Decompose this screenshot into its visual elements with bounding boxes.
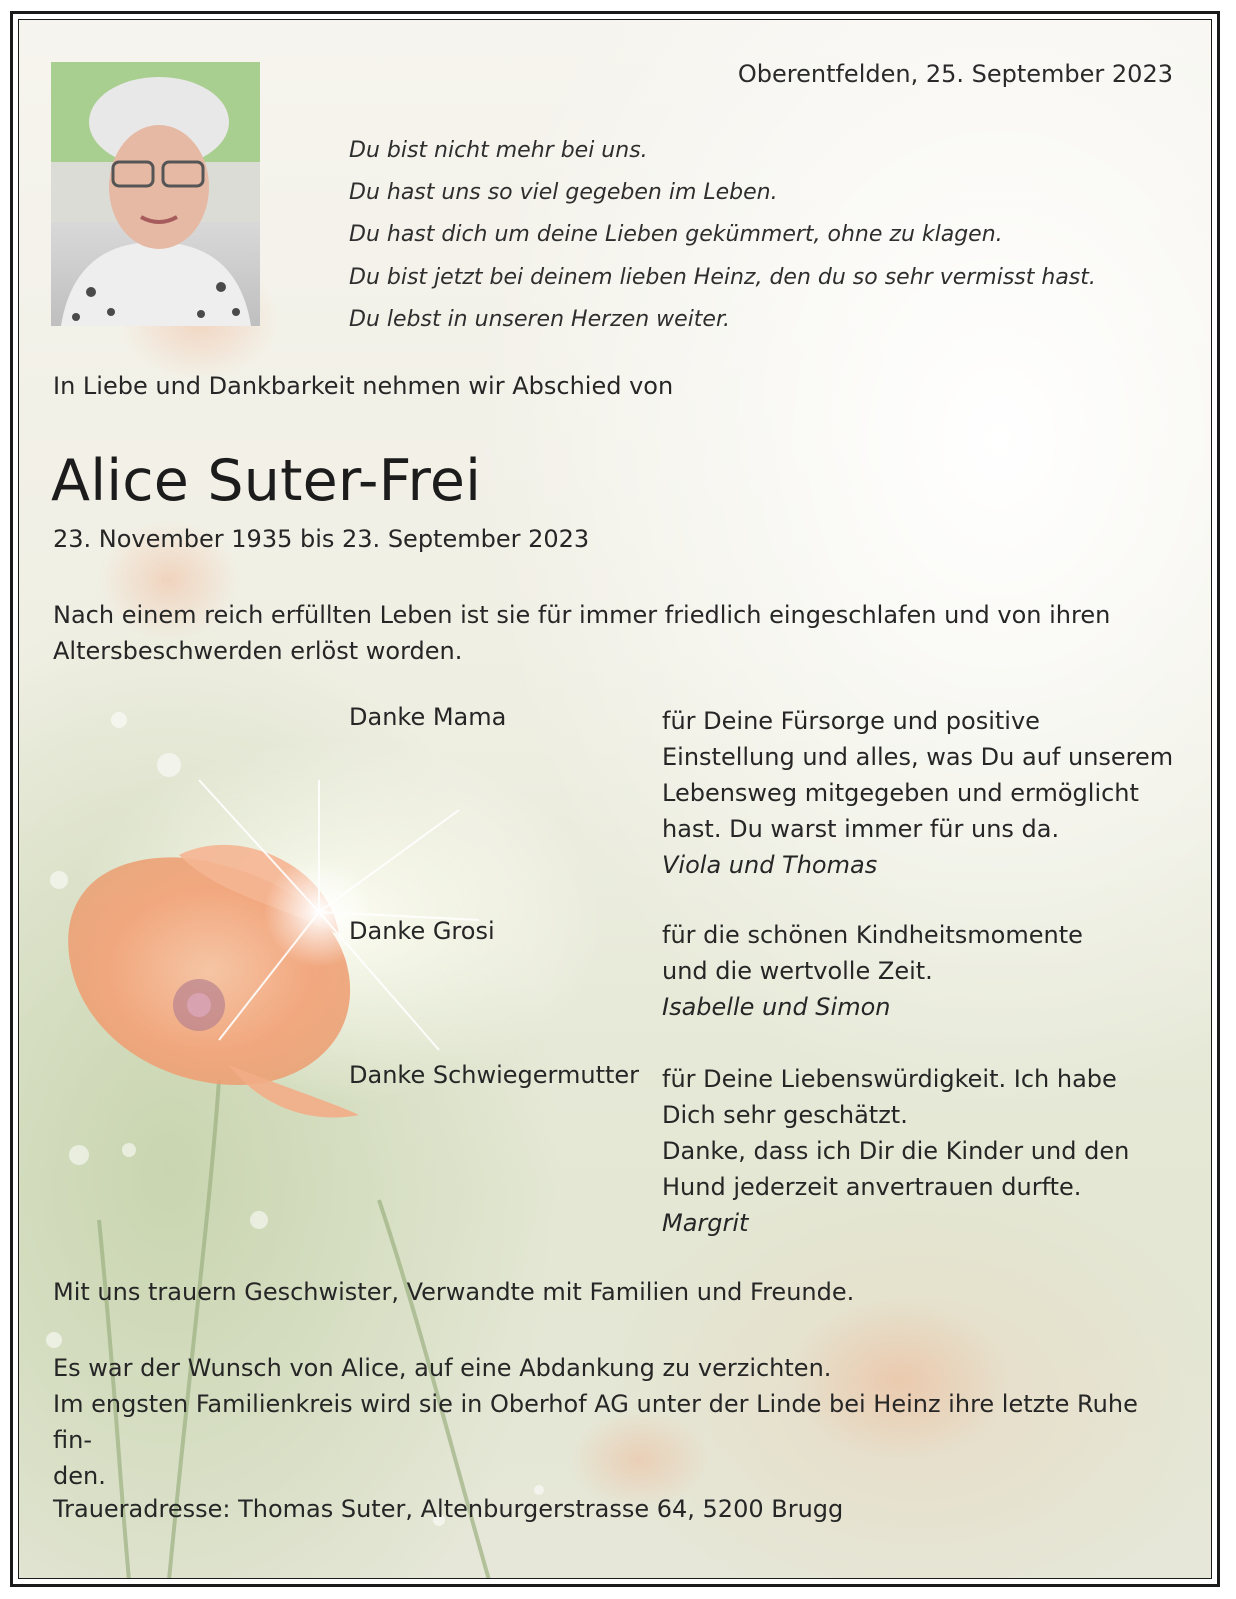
place-date: Oberentfelden, 25. September 2023 <box>737 60 1173 88</box>
paragraph-line: Altersbeschwerden erlöst worden. <box>53 637 463 665</box>
poem-line: Du hast dich um deine Lieben gekümmert, ohne zu klagen. <box>349 222 1003 248</box>
thanks-line: Lebensweg mitgegeben und ermöglicht <box>662 779 1139 807</box>
poem-line: Du lebst in unseren Herzen weiter. <box>349 306 730 332</box>
wish-line: Es war der Wunsch von Alice, auf eine Abdankung zu verzichten. <box>53 1354 832 1382</box>
poem <box>349 130 1096 341</box>
page-frame <box>10 11 1220 1587</box>
thanks-label-schwiegermutter: Danke Schwiegermutter <box>349 1061 640 1089</box>
thanks-text-grosi <box>662 917 1202 1025</box>
obituary-card <box>18 19 1212 1579</box>
thanks-line: und die wertvolle Zeit. <box>662 957 933 985</box>
poem-line: Du hast uns so viel gegeben im Leben. <box>349 180 778 206</box>
poem-line: Du bist jetzt bei deinem lieben Heinz, den du so sehr vermisst hast. <box>349 264 1096 290</box>
wish-line: den. <box>53 1462 106 1490</box>
funeral-wish <box>53 1350 1183 1494</box>
thanks-line: hast. Du warst immer für uns da. <box>662 815 1060 843</box>
thanks-line: Danke, dass ich Dir die Kinder und den <box>662 1137 1130 1165</box>
thanks-label-grosi: Danke Grosi <box>349 917 495 945</box>
thanks-signature: Isabelle und Simon <box>662 993 891 1021</box>
portrait-photo <box>51 62 260 326</box>
life-dates: 23. November 1935 bis 23. September 2023 <box>53 525 590 553</box>
thanks-signature: Margrit <box>662 1209 749 1237</box>
mourning-address: Traueradresse: Thomas Suter, Altenburgerstrasse 64, 5200 Brugg <box>53 1495 844 1523</box>
life-paragraph <box>53 597 1183 669</box>
farewell-intro: In Liebe und Dankbarkeit nehmen wir Abschied von <box>53 372 674 400</box>
poem-line: Du bist nicht mehr bei uns. <box>349 138 648 163</box>
thanks-label-mama: Danke Mama <box>349 703 507 731</box>
thanks-line: Hund jederzeit anvertrauen durfte. <box>662 1173 1082 1201</box>
thanks-line: für Deine Fürsorge und positive <box>662 707 1040 735</box>
thanks-text-mama <box>662 703 1202 883</box>
wish-line: Im engsten Familienkreis wird sie in Oberhof AG unter der Linde bei Heinz ihre letzte Ruhe fin- <box>53 1390 1138 1454</box>
paragraph-line: Nach einem reich erfüllten Leben ist sie für immer friedlich eingeschlafen und von ihren <box>53 601 1111 629</box>
deceased-name: Alice Suter-Frei <box>51 448 482 514</box>
portrait-icon <box>51 62 260 326</box>
thanks-line: für die schönen Kindheitsmomente <box>662 921 1083 949</box>
thanks-line: Dich sehr geschätzt. <box>662 1101 908 1129</box>
mourning-note: Mit uns trauern Geschwister, Verwandte mit Familien und Freunde. <box>53 1278 855 1306</box>
thanks-line: Einstellung und alles, was Du auf unserem <box>662 743 1174 771</box>
thanks-line: für Deine Liebenswürdigkeit. Ich habe <box>662 1065 1117 1093</box>
thanks-signature: Viola und Thomas <box>662 851 878 879</box>
thanks-text-schwiegermutter <box>662 1061 1202 1241</box>
